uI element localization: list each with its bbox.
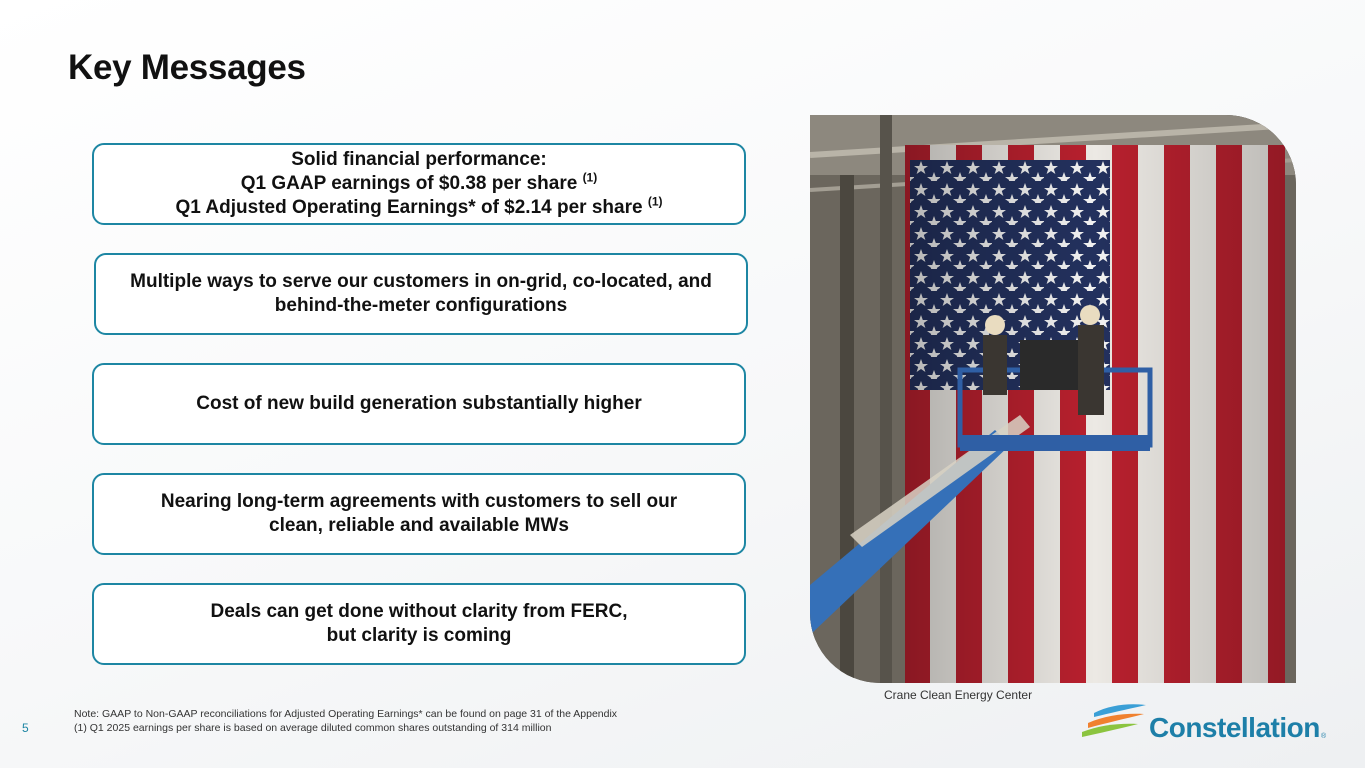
footnote-marker: (1) [582,170,598,185]
message-text: Nearing long-term agreements with customers to sell our [160,491,678,512]
photo-flag-lift [810,115,1296,683]
message-text: behind-the-meter configurations [274,295,568,316]
message-text: Q1 GAAP earnings of $0.38 per share [240,173,578,194]
footnote-marker: (1) [647,194,663,209]
photo-caption: Crane Clean Energy Center [884,688,1033,702]
message-line [241,172,597,196]
footnote-1: (1) Q1 2025 earnings per share is based on average diluted common shares outstanding of 314 million [74,722,552,734]
message-text: Cost of new build generation substantially higher [196,393,642,414]
footnotes [74,707,617,735]
message-text: Solid financial performance: [291,149,547,170]
message-text: clean, reliable and available MWs [269,515,569,536]
message-line [176,196,663,220]
logo-wordmark: Constellation [1149,712,1320,743]
gaap-note: Note: GAAP to Non-GAAP reconciliations for Adjusted Operating Earnings* can be found on page 31 of the Appendix [74,708,618,720]
page-number: 5 [22,721,29,735]
message-text: Q1 Adjusted Operating Earnings* of $2.14 per share [175,197,643,218]
message-box-cost [92,363,746,445]
message-line [291,148,547,172]
page-title: Key Messages [68,48,306,87]
message-text: but clarity is coming [326,625,512,646]
message-box-financial [92,143,746,225]
message-box-customers [94,253,748,335]
message-text: Multiple ways to serve our customers in on-grid, co-located, and [130,271,712,292]
message-box-ferc [92,583,746,665]
photo-flag-lift-icon [810,115,1296,683]
message-text: Deals can get done without clarity from FERC, [210,601,628,622]
logo-registered-mark: ® [1321,733,1327,740]
message-box-agreements [92,473,746,555]
